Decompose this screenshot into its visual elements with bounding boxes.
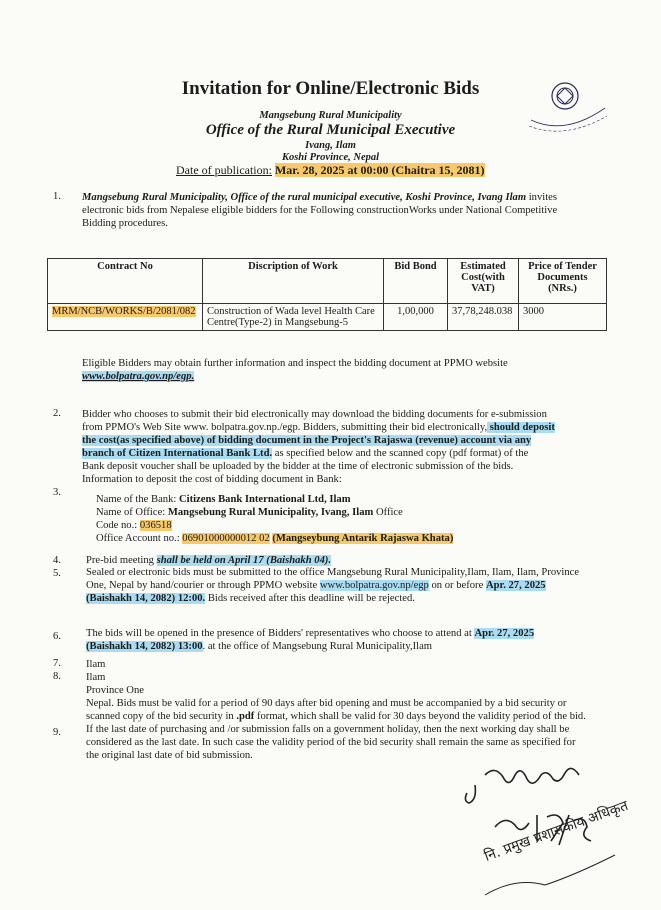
cell-price: 3000 <box>519 304 607 331</box>
th-bid-bond: Bid Bond <box>384 259 448 304</box>
code-value: 036518 <box>139 520 172 531</box>
bank-details <box>96 493 596 545</box>
bank-name: Citizens Bank International Ltd, Ilam <box>178 494 351 505</box>
code-label: Code no.: <box>96 520 140 531</box>
th-estimated-cost: Estimated Cost(with VAT) <box>448 259 519 304</box>
office-suffix: Office <box>373 507 403 518</box>
eligible-bidders <box>82 357 612 383</box>
opening-time: (Baishakh 14, 2082) 13:00 <box>86 641 203 652</box>
para-9-number: 9. <box>53 727 61 738</box>
para-7-number: 7. <box>53 658 61 669</box>
para-8 <box>86 671 626 723</box>
contract-no-value: MRM/NCB/WORKS/B/2081/082 <box>52 306 196 317</box>
para-9-line3: the original last date of bid submission. <box>86 750 253 761</box>
account-number: 06901000000012 02 <box>182 533 270 544</box>
para-1-line3: Bidding procedures. <box>82 218 168 229</box>
para-5-line2a: One, Nepal by hand/courier or through PPMO website <box>86 580 320 591</box>
official-title: नि. प्रमुख प्रशासकीय अधिकृत <box>482 797 631 865</box>
para-5-line2c: on or before <box>428 580 486 591</box>
office-name: Office of the Rural Municipal Executive <box>205 122 456 138</box>
para-5-number: 5. <box>53 568 61 579</box>
th-contract-no: Contract No <box>48 259 203 304</box>
opening-date: Apr. 27, 2025 <box>474 628 535 639</box>
para-2-number: 2. <box>53 408 61 419</box>
para-8-line1: Ilam <box>86 672 106 683</box>
para-1-number: 1. <box>53 191 61 202</box>
th-description: Discription of Work <box>203 259 384 304</box>
pdf-format: .pdf <box>236 711 255 722</box>
para-1 <box>82 191 612 230</box>
eligible-line: Eligible Bidders may obtain further information and inspect the bidding document at PPMO website <box>82 358 508 369</box>
para-5-line1: Sealed or electronic bids must be submitted to the office Mangsebung Rural Municipality,Ilam, Ilam, Ilam, Province <box>86 567 580 578</box>
cell-description: Construction of Wada level Health Care Centre(Type-2) in Mangsebung-5 <box>203 304 384 331</box>
para-4-number: 4. <box>53 555 61 566</box>
para-7-text: Ilam <box>86 659 106 670</box>
para-2-line4b: as specified below and the scanned copy (pdf format) of the <box>272 448 529 459</box>
table-row <box>48 304 607 331</box>
para-2 <box>82 408 622 486</box>
para-6 <box>86 627 626 653</box>
office-province: Koshi Province, Nepal <box>281 152 380 163</box>
bank-label: Name of the Bank: <box>96 494 179 505</box>
para-1-line2: electronic bids from Nepalese eligible bidders for the Following constructionWorks under National Competitive <box>82 205 558 216</box>
para-8-line4a: scanned copy of the bid security in <box>86 711 237 722</box>
para-6-number: 6. <box>53 631 61 642</box>
para-4-text: Pre-bid meeting <box>86 555 157 566</box>
table-header-row <box>48 259 607 304</box>
para-8-number: 8. <box>53 671 61 682</box>
account-label: Office Account no.: <box>96 533 183 544</box>
publication-date: Mar. 28, 2025 at 00:00 (Chaitra 15, 2081) <box>274 163 485 177</box>
th-price: Price of Tender Documents (NRs.) <box>519 259 607 304</box>
para-2-line4a: branch of Citizen International Bank Ltd. <box>82 448 273 459</box>
publication-line <box>176 163 485 178</box>
municipality-name: Mangsebung Rural Municipality <box>259 110 402 121</box>
para-6-line1a: The bids will be opened in the presence of Bidders' representatives who choose to attend at <box>86 628 475 639</box>
para-5-line3b: Bids received after this deadline will be rejected. <box>205 593 415 604</box>
cell-bid-bond: 1,00,000 <box>384 304 448 331</box>
office-value: Mangsebung Rural Municipality, Ivang, Ilam <box>167 507 374 518</box>
account-name: (Mangseybung Antarik Rajaswa Khata) <box>272 533 454 544</box>
publication-label: Date of publication: <box>176 163 272 177</box>
para-2-line1: Bidder who chooses to submit their bid electronically may download the bidding documents for e-submission <box>82 409 547 420</box>
municipal-seal <box>525 78 611 138</box>
para-8-line2: Province One <box>86 685 144 696</box>
submission-date: Apr. 27, 2025 <box>485 580 546 591</box>
para-2-line2b: should deposit <box>487 422 555 433</box>
para-6-line2b: . at the office of Mangsebung Rural Municipality,Ilam <box>202 641 433 652</box>
prebid-meeting-date: shall be held on April 17 (Baishakh 04). <box>156 555 332 566</box>
bids-table <box>47 258 607 331</box>
ppmo-website-link[interactable]: www.bolpatra.gov.np/egp. <box>82 371 195 382</box>
para-9-line1: If the last date of purchasing and /or submission falls on a government holiday, then the next working day shall be <box>86 724 570 735</box>
para-3-number: 3. <box>53 487 61 498</box>
para-8-line3: Nepal. Bids must be valid for a period of 90 days after bid opening and must be accompanied by a bid security or <box>86 698 567 709</box>
cell-estimated-cost: 37,78,248.038 <box>448 304 519 331</box>
para-2-line5: Bank deposit voucher shall be uploaded by the bidder at the time of electronic submission of the bids. <box>82 461 514 472</box>
submission-time: (Baishakh 14, 2082) 12:00. <box>86 593 206 604</box>
cell-contract-no <box>48 304 203 331</box>
submission-website-link[interactable]: www.bolpatra.gov.np/egp <box>319 580 429 591</box>
office-location: Ivang, Ilam <box>305 140 356 151</box>
para-1-lead: Mangsebung Rural Municipality, Office of the rural municipal executive, Koshi Province, Ivang Ilam <box>82 192 527 203</box>
para-1-line1-rest: invites <box>526 192 557 203</box>
para-5 <box>86 566 626 605</box>
para-9-line2: considered as the last date. In such case the validity period of the bid security shall remain the same as specified for <box>86 737 576 748</box>
para-2-line6: Information to deposit the cost of bidding document in Bank: <box>82 474 342 485</box>
para-2-line3: the cost(as specified above) of bidding document in the Project's Rajaswa (revenue) account via any <box>82 435 532 446</box>
document-title: Invitation for Online/Electronic Bids <box>181 78 480 99</box>
para-2-line2a: from PPMO's Web Site www. bolpatra.gov.np./egp. Bidders, submitting their bid electronically, <box>82 422 488 433</box>
office-label: Name of Office: <box>96 507 168 518</box>
para-8-line4c: format, which shall be valid for 30 days beyond the validity period of the bid. <box>254 711 586 722</box>
